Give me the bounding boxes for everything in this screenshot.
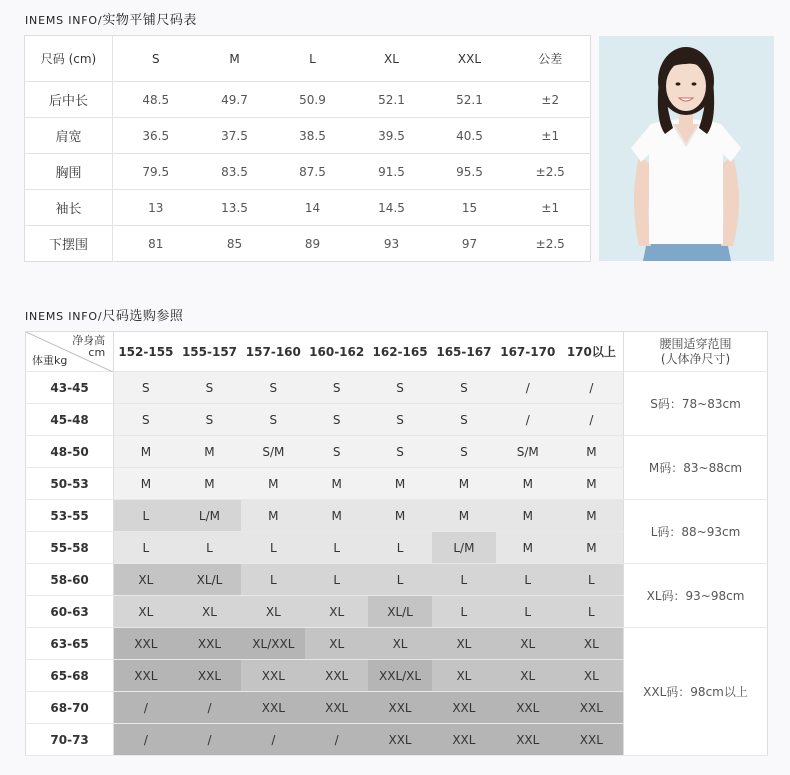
- weight-label: 65-68: [26, 660, 114, 692]
- waist-range-header-note: (人体净尺寸): [660, 351, 731, 366]
- size-cell: XXL: [114, 660, 178, 692]
- size-cell: XXL: [305, 660, 368, 692]
- size-cell: M: [241, 500, 305, 532]
- model-photo: [599, 36, 774, 261]
- weight-label: 50-53: [26, 468, 114, 500]
- size-cell: M: [496, 468, 560, 500]
- size-chart-cell: ±1: [511, 190, 591, 226]
- corner-height-label: [72, 335, 105, 359]
- size-cell: L: [368, 564, 432, 596]
- size-cell: XXL: [241, 660, 305, 692]
- size-cell: M: [305, 468, 368, 500]
- size-chart-title-cn: 实物平铺尺码表: [102, 13, 197, 28]
- size-cell: S: [368, 404, 432, 436]
- waist-range-xxl: XXL码：98cm以上: [624, 628, 768, 756]
- size-cell: XXL: [496, 724, 560, 756]
- size-cell: S: [241, 404, 305, 436]
- weight-label: 45-48: [26, 404, 114, 436]
- size-chart-header-cell: 尺码 (cm): [25, 36, 113, 82]
- size-guide-row: [26, 500, 768, 532]
- size-chart-cell: 36.5: [113, 118, 199, 154]
- corner-height-text: 净身高: [72, 334, 106, 347]
- size-cell: L: [305, 532, 368, 564]
- size-chart-cell: 13: [113, 190, 199, 226]
- size-cell: XL: [496, 628, 560, 660]
- size-cell: XXL: [241, 692, 305, 724]
- size-chart-header-row: [25, 36, 591, 82]
- size-chart-header-cell: 公差: [511, 36, 591, 82]
- size-chart-cell: 39.5: [355, 118, 429, 154]
- size-cell: XL: [560, 660, 624, 692]
- size-cell: XXL: [496, 692, 560, 724]
- height-header: 162-165: [368, 332, 432, 372]
- size-chart-cell: 38.5: [271, 118, 355, 154]
- size-chart-cell: 14.5: [355, 190, 429, 226]
- size-cell: XL: [305, 596, 368, 628]
- waist-range-s: S码：78~83cm: [624, 372, 768, 436]
- size-chart-cell: 37.5: [199, 118, 271, 154]
- size-cell: /: [560, 372, 624, 404]
- size-chart-table: [24, 35, 591, 262]
- size-cell: S: [368, 436, 432, 468]
- size-cell: XL: [305, 628, 368, 660]
- size-cell: XL: [114, 564, 178, 596]
- size-cell: XXL/XL: [368, 660, 432, 692]
- size-cell: M: [432, 468, 496, 500]
- size-cell: S/M: [496, 436, 560, 468]
- size-cell: L: [241, 564, 305, 596]
- size-guide-title-en: INEMS INFO/: [25, 310, 103, 323]
- size-cell: S: [305, 436, 368, 468]
- size-cell: S: [114, 404, 178, 436]
- size-chart-title-en: INEMS INFO/: [25, 14, 103, 27]
- size-cell: XXL: [178, 628, 242, 660]
- size-cell: XL: [432, 660, 496, 692]
- size-chart-header-cell: XL: [355, 36, 429, 82]
- height-header: 165-167: [432, 332, 496, 372]
- size-guide-title-cn: 尺码选购参照: [102, 309, 184, 324]
- height-header: 157-160: [241, 332, 305, 372]
- size-cell: S: [178, 404, 242, 436]
- weight-label: 70-73: [26, 724, 114, 756]
- size-cell: M: [560, 468, 624, 500]
- size-chart-cell: 40.5: [429, 118, 511, 154]
- size-cell: /: [178, 724, 242, 756]
- size-chart-row-label: 胸围: [25, 154, 113, 190]
- size-chart-cell: 14: [271, 190, 355, 226]
- size-cell: L: [241, 532, 305, 564]
- size-cell: L: [496, 596, 560, 628]
- waist-range-l: L码：88~93cm: [624, 500, 768, 564]
- size-cell: S: [241, 372, 305, 404]
- size-chart-title: [25, 9, 197, 28]
- size-chart-cell: 85: [226, 236, 243, 251]
- size-guide-table: [25, 331, 768, 756]
- size-cell: L/M: [178, 500, 242, 532]
- size-cell: L: [114, 500, 178, 532]
- size-cell: M: [178, 468, 242, 500]
- size-chart-cell: ±2.5: [535, 236, 565, 251]
- size-cell: L: [114, 532, 178, 564]
- size-cell: XL: [432, 628, 496, 660]
- size-cell: S: [432, 372, 496, 404]
- weight-label: 53-55: [26, 500, 114, 532]
- size-guide-header-row: [26, 332, 768, 372]
- size-chart-cell: ±1: [511, 118, 591, 154]
- corner-cell: [26, 332, 114, 372]
- size-cell: M: [241, 468, 305, 500]
- size-cell: L: [178, 532, 242, 564]
- size-chart-cell: 81: [148, 236, 164, 251]
- size-cell: XL/L: [368, 596, 432, 628]
- size-chart-cell: 87.5: [271, 154, 355, 190]
- size-chart-header-cell: M: [199, 36, 271, 82]
- weight-label: 58-60: [26, 564, 114, 596]
- size-cell: L: [432, 596, 496, 628]
- size-cell: M: [114, 436, 178, 468]
- size-chart-cell: 49.7: [199, 82, 271, 118]
- weight-label: 55-58: [26, 532, 114, 564]
- size-cell: XXL: [114, 628, 178, 660]
- size-cell: XL: [241, 596, 305, 628]
- size-cell: XL: [114, 596, 178, 628]
- size-guide-row: [26, 436, 768, 468]
- size-chart-row: [25, 226, 591, 262]
- model-illustration: [599, 36, 774, 261]
- size-chart-cell: 52.1: [429, 82, 511, 118]
- size-cell: M: [496, 500, 560, 532]
- size-cell: XL: [496, 660, 560, 692]
- size-guide-row: [26, 628, 768, 660]
- size-chart-row-label: 后中长: [25, 82, 113, 118]
- size-cell: M: [432, 500, 496, 532]
- size-cell: L: [368, 532, 432, 564]
- size-cell: S: [114, 372, 178, 404]
- size-cell: S: [432, 404, 496, 436]
- size-cell: L: [560, 564, 624, 596]
- size-chart-cell: 91.5: [355, 154, 429, 190]
- waist-range-header-title: 腰围适穿范围: [659, 336, 732, 351]
- size-cell: S: [178, 372, 242, 404]
- corner-height-unit: cm: [88, 346, 106, 359]
- size-cell: XXL: [560, 692, 624, 724]
- size-cell: M: [496, 532, 560, 564]
- size-guide-row: [26, 372, 768, 404]
- size-cell: L: [305, 564, 368, 596]
- size-cell: XXL: [305, 692, 368, 724]
- weight-label: 60-63: [26, 596, 114, 628]
- size-cell: /: [496, 404, 560, 436]
- height-header: 170以上: [560, 332, 624, 372]
- size-chart-row: [25, 190, 591, 226]
- size-chart-cell: 89: [304, 236, 321, 251]
- size-cell: L: [560, 596, 624, 628]
- height-header: 167-170: [496, 332, 560, 372]
- size-cell: /: [114, 724, 178, 756]
- size-cell: M: [114, 468, 178, 500]
- size-chart-header-cell: S: [113, 36, 199, 82]
- size-chart-cell: 79.5: [113, 154, 199, 190]
- size-cell: M: [560, 532, 624, 564]
- size-cell: M: [560, 500, 624, 532]
- size-chart-row-label: 袖长: [25, 190, 113, 226]
- weight-label: 48-50: [26, 436, 114, 468]
- size-chart-cell: 83.5: [199, 154, 271, 190]
- size-chart-cell: 97: [461, 236, 478, 251]
- size-cell: M: [305, 500, 368, 532]
- height-header: 160-162: [305, 332, 368, 372]
- weight-label: 63-65: [26, 628, 114, 660]
- size-cell: S/M: [241, 436, 305, 468]
- size-cell: M: [560, 436, 624, 468]
- size-cell: L: [432, 564, 496, 596]
- size-chart-row-label: 肩宽: [25, 118, 113, 154]
- waist-range-m: M码：83~88cm: [624, 436, 768, 500]
- size-cell: XL/L: [178, 564, 242, 596]
- size-cell: M: [178, 436, 242, 468]
- size-cell: /: [178, 692, 242, 724]
- size-chart-cell: ±2.5: [511, 154, 591, 190]
- size-cell: L: [496, 564, 560, 596]
- size-cell: XL: [178, 596, 242, 628]
- corner-weight-label: 体重kg: [32, 354, 68, 367]
- size-cell: XXL: [368, 724, 432, 756]
- waist-range-header: [624, 332, 768, 372]
- size-cell: L/M: [432, 532, 496, 564]
- size-guide-title: [25, 305, 183, 324]
- size-chart-cell: 95.5: [429, 154, 511, 190]
- size-chart-cell: 52.1: [355, 82, 429, 118]
- size-chart-row: [25, 154, 591, 190]
- size-guide-row: [26, 564, 768, 596]
- size-cell: /: [560, 404, 624, 436]
- size-cell: S: [305, 372, 368, 404]
- size-cell: XXL: [178, 660, 242, 692]
- size-chart-cell: ±2: [511, 82, 591, 118]
- size-cell: XXL: [368, 692, 432, 724]
- size-chart-row: [25, 82, 591, 118]
- size-cell: XXL: [432, 692, 496, 724]
- size-cell: S: [432, 436, 496, 468]
- size-cell: M: [368, 500, 432, 532]
- size-cell: S: [368, 372, 432, 404]
- size-chart-row: [25, 118, 591, 154]
- size-chart-cell: 13.5: [199, 190, 271, 226]
- size-chart-cell: 15: [429, 190, 511, 226]
- size-chart-header-cell: L: [271, 36, 355, 82]
- weight-label: 68-70: [26, 692, 114, 724]
- size-cell: XL/XXL: [241, 628, 305, 660]
- size-chart-cell: 93: [383, 236, 400, 251]
- size-cell: /: [496, 372, 560, 404]
- size-cell: XXL: [432, 724, 496, 756]
- size-cell: XL: [368, 628, 432, 660]
- size-cell: S: [305, 404, 368, 436]
- height-header: 152-155: [114, 332, 178, 372]
- size-chart-cell: 50.9: [271, 82, 355, 118]
- size-cell: M: [368, 468, 432, 500]
- size-cell: XXL: [560, 724, 624, 756]
- size-cell: /: [114, 692, 178, 724]
- size-cell: /: [241, 724, 305, 756]
- waist-range-xl: XL码：93~98cm: [624, 564, 768, 628]
- weight-label: 43-45: [26, 372, 114, 404]
- size-cell: XL: [560, 628, 624, 660]
- size-chart-cell: 48.5: [113, 82, 199, 118]
- size-chart-header-cell: XXL: [429, 36, 511, 82]
- size-chart-row-label: 下摆围: [25, 226, 113, 262]
- height-header: 155-157: [178, 332, 242, 372]
- size-cell: /: [305, 724, 368, 756]
